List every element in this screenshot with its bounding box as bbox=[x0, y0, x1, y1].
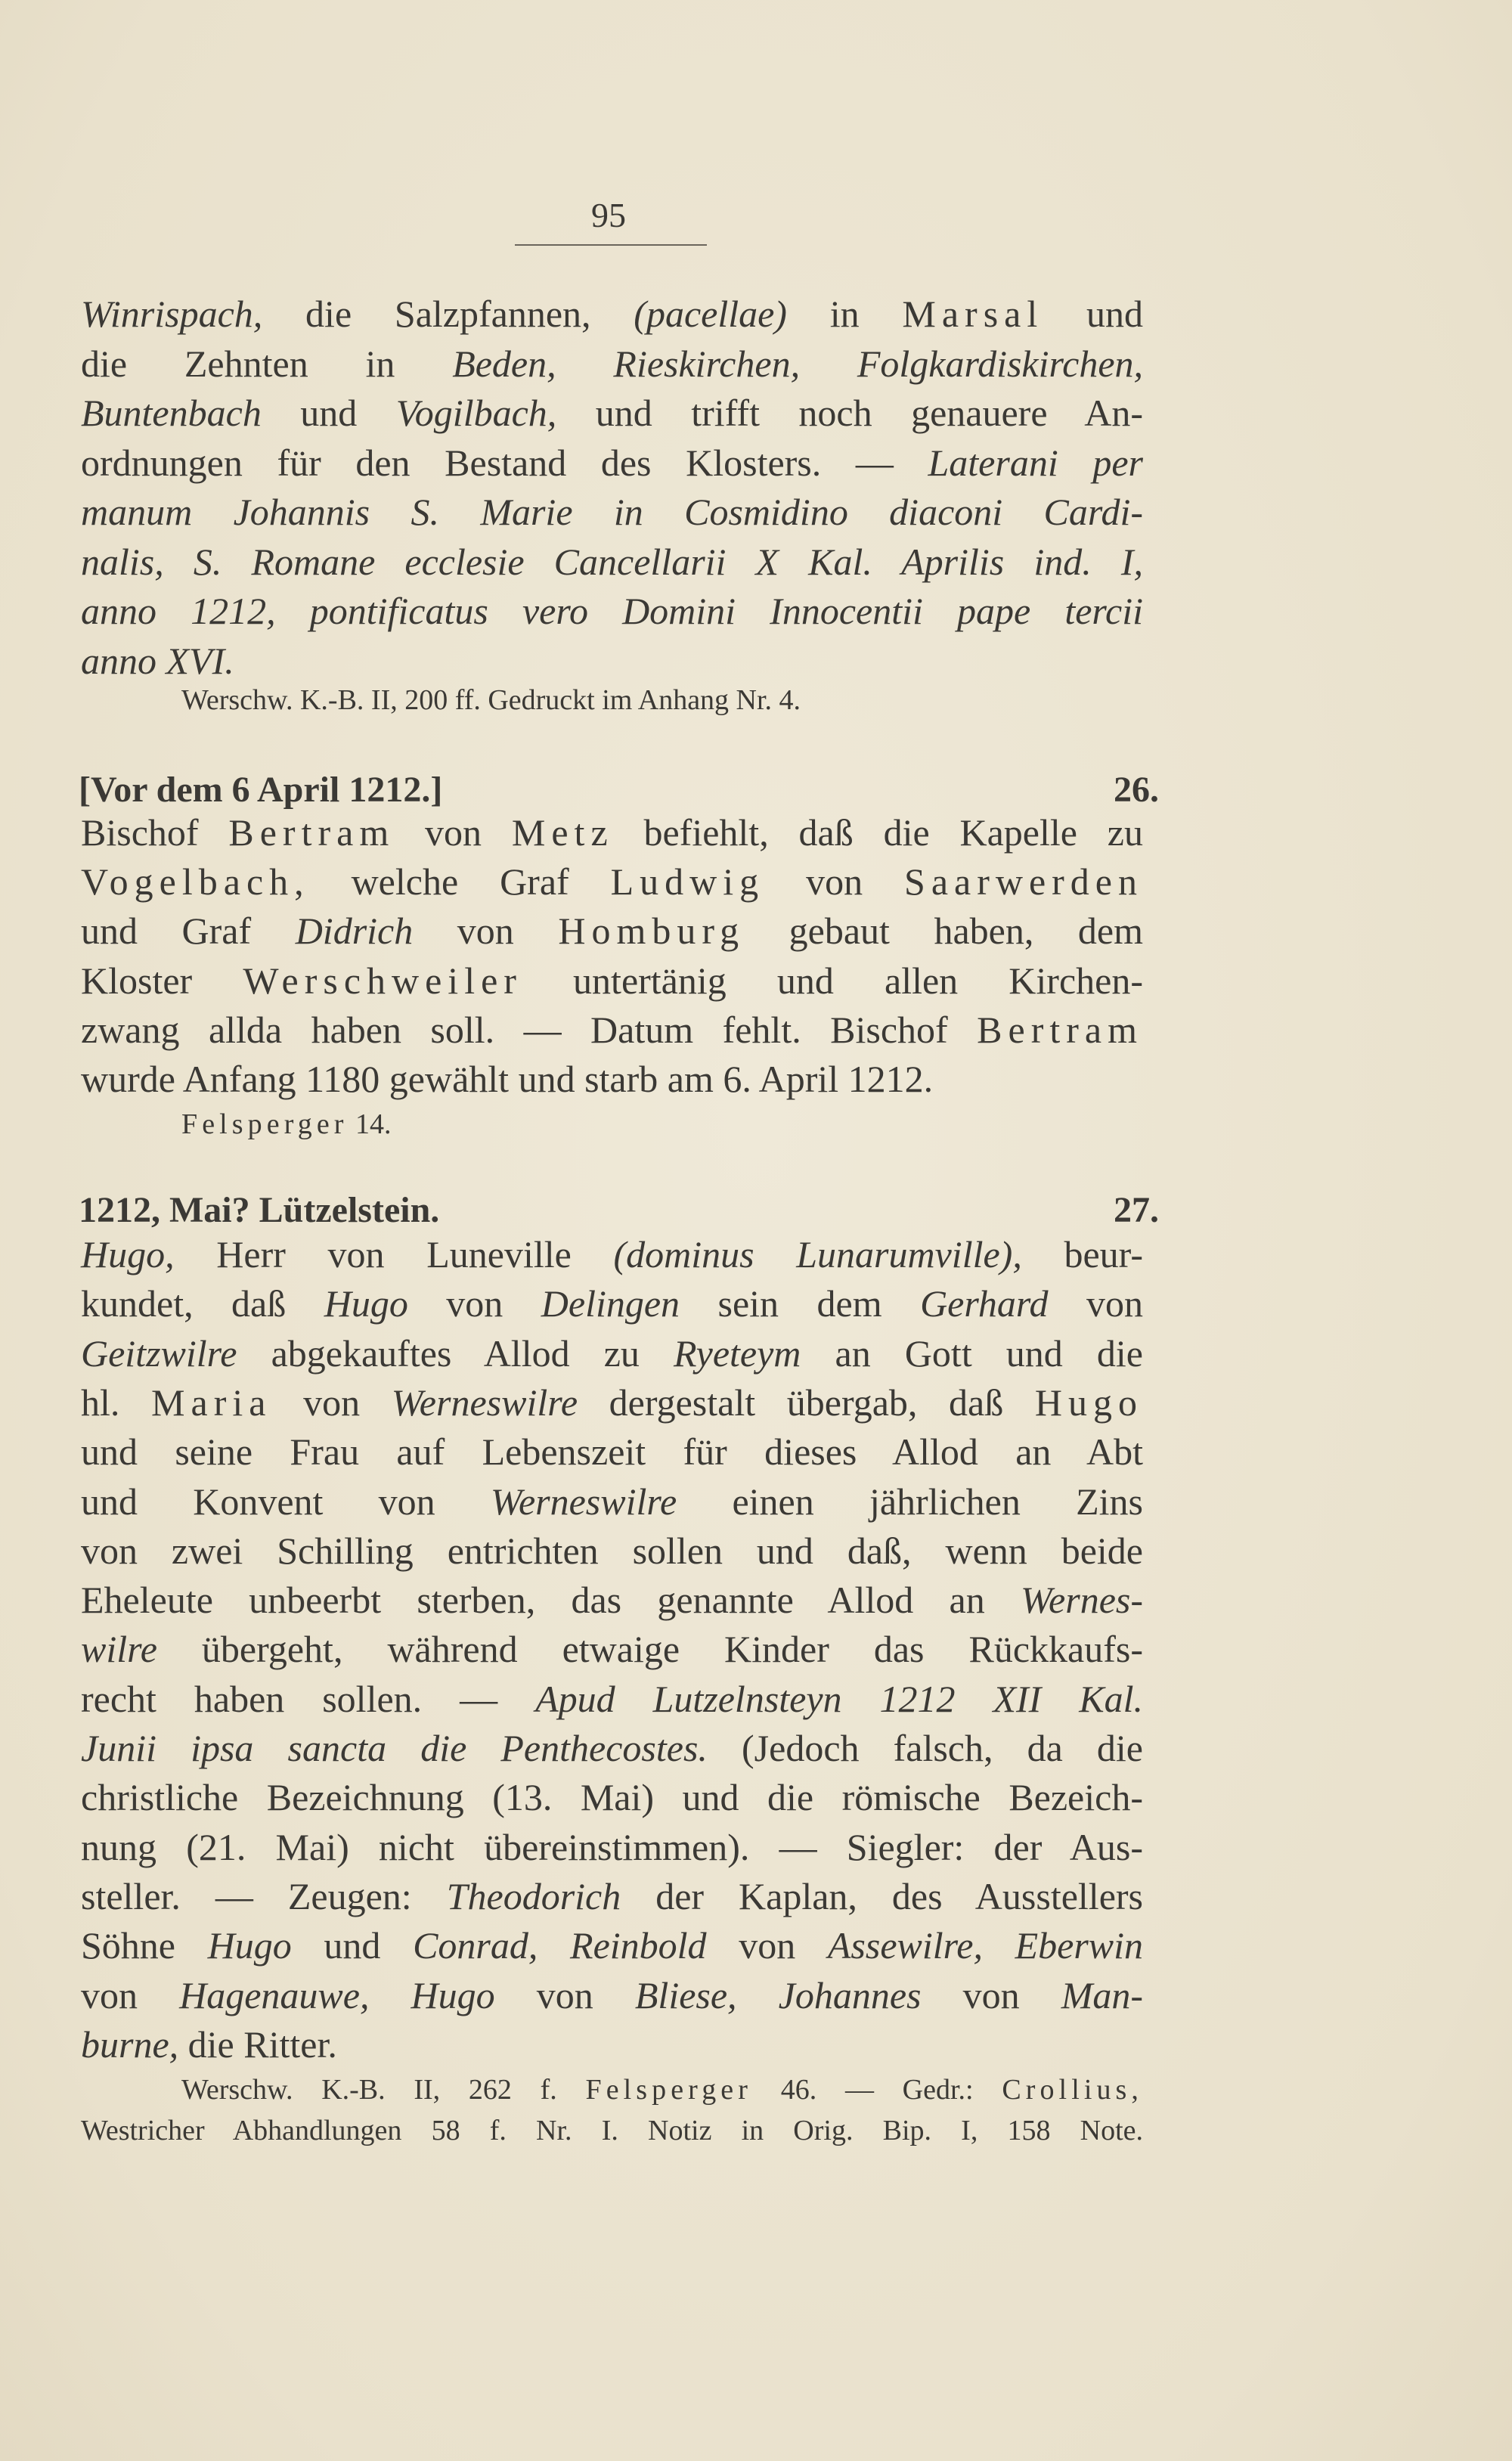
page-number-rule bbox=[515, 244, 707, 246]
italic-text: Hugo bbox=[207, 1924, 292, 1967]
text-run: der Kaplan, des Ausstellers bbox=[621, 1874, 1143, 1917]
entry-date-place: [Vor dem 6 April 1212.] bbox=[79, 770, 443, 810]
italic-text: Hugo bbox=[324, 1282, 408, 1325]
italic-text: Theodorich bbox=[446, 1874, 621, 1917]
text-line bbox=[81, 1924, 1143, 1967]
text-run: steller. — Zeugen: bbox=[81, 1874, 447, 1917]
italic-text: burne, bbox=[81, 2022, 179, 2066]
citation-line bbox=[181, 679, 1143, 721]
text-run: und Graf bbox=[81, 910, 296, 953]
text-line bbox=[81, 860, 1143, 903]
text-line bbox=[81, 1974, 1143, 2016]
italic-text: Hugo, bbox=[81, 1233, 175, 1275]
italic-text: Man- bbox=[1061, 1973, 1144, 2016]
italic-text: Bliese, Johannes bbox=[634, 1973, 922, 2016]
text-run: Herr von Luneville bbox=[174, 1233, 614, 1275]
text-line bbox=[81, 2023, 1143, 2066]
spaced-text: Felsperger bbox=[585, 2074, 752, 2106]
text-run: von bbox=[271, 1381, 392, 1424]
text-run: gebaut haben, dem bbox=[745, 910, 1144, 953]
italic-text: Hagenauwe, Hugo bbox=[179, 1973, 495, 2016]
citation-line bbox=[181, 2069, 1143, 2111]
text-line bbox=[81, 1480, 1143, 1523]
text-run: beur- bbox=[1021, 1233, 1143, 1275]
text-run: und bbox=[1043, 293, 1143, 335]
text-run: und trifft noch genauere An- bbox=[556, 392, 1144, 434]
spaced-text: Felsperger bbox=[181, 1108, 349, 1140]
text-run: ordnungen für den Bestand des Klosters. — bbox=[81, 441, 928, 484]
text-line bbox=[81, 1282, 1143, 1325]
text-line bbox=[81, 1579, 1143, 1621]
text-line bbox=[81, 1530, 1143, 1572]
text-line bbox=[81, 342, 1143, 385]
italic-text: Gerhard bbox=[920, 1282, 1049, 1325]
text-run: und Konvent von bbox=[81, 1480, 491, 1523]
italic-text: Conrad, Reinbold bbox=[413, 1924, 707, 1967]
entry-number: 26. bbox=[1114, 770, 1159, 810]
text-run: von bbox=[921, 1973, 1061, 2016]
text-run: an Gott und die bbox=[801, 1331, 1143, 1375]
italic-text: anno 1212, pontificatus vero Domini Innocentii pape tercii bbox=[81, 590, 1143, 632]
citation-line bbox=[181, 1103, 1143, 1145]
text-run: die Salzpfannen, bbox=[262, 293, 634, 335]
italic-text: Vogilbach, bbox=[395, 392, 557, 434]
text-run: von bbox=[413, 910, 559, 953]
spaced-text: Marsal bbox=[902, 293, 1044, 335]
spaced-text: Bertram bbox=[977, 1008, 1143, 1051]
entry-date-place: 1212, Mai? Lützelstein. bbox=[79, 1190, 440, 1230]
text-line bbox=[81, 1381, 1143, 1424]
italic-text: Didrich bbox=[295, 910, 414, 953]
italic-text: (dominus Lunarumville), bbox=[613, 1233, 1022, 1275]
text-run: von zwei Schilling entrichten sollen und daß, wenn beide bbox=[81, 1529, 1143, 1572]
text-run: abgekauftes Allod zu bbox=[237, 1331, 674, 1375]
text-run: Bischof bbox=[81, 811, 229, 854]
text-run: (Jedoch falsch, da die bbox=[707, 1727, 1143, 1769]
text-run: kundet, daß bbox=[81, 1282, 324, 1325]
text-run: wurde Anfang 1180 gewählt und starb am 6. April 1212. bbox=[81, 1058, 934, 1100]
text-run: von bbox=[764, 860, 905, 904]
italic-text: wilre bbox=[81, 1628, 157, 1671]
text-line bbox=[81, 590, 1143, 632]
text-run: und bbox=[291, 1924, 414, 1967]
text-run: von bbox=[407, 1282, 541, 1325]
text-run: dergestalt übergab, daß bbox=[578, 1381, 1035, 1424]
text-run: die Ritter. bbox=[178, 2022, 337, 2066]
text-run: befiehlt, daß die Kapelle zu bbox=[613, 811, 1143, 854]
spaced-text: Bertram bbox=[228, 811, 395, 854]
citation-line bbox=[81, 2109, 1143, 2152]
italic-text: manum Johannis S. Marie in Cosmidino diaconi Cardi- bbox=[81, 491, 1143, 533]
text-run: welche Graf bbox=[309, 860, 611, 904]
entry-header bbox=[79, 769, 1159, 811]
spaced-text: Metz bbox=[511, 811, 614, 854]
text-line bbox=[81, 1430, 1143, 1473]
spaced-text: Werschweiler bbox=[243, 959, 522, 1002]
text-line bbox=[81, 1678, 1143, 1720]
text-line bbox=[81, 442, 1143, 484]
text-line bbox=[81, 1776, 1143, 1818]
text-run: und seine Frau auf Lebenszeit für dieses Allod an Abt bbox=[81, 1430, 1143, 1474]
text-line bbox=[81, 910, 1143, 952]
page-number: 95 bbox=[591, 196, 626, 234]
italic-text: Wernes- bbox=[1020, 1579, 1143, 1622]
text-line bbox=[81, 640, 1143, 682]
italic-text: Ryeteym bbox=[674, 1331, 801, 1375]
text-run: in bbox=[786, 293, 903, 335]
text-run: und bbox=[261, 392, 396, 434]
text-run: Werschw. K.-B. II, 262 f. bbox=[181, 2074, 586, 2106]
italic-text: Apud Lutzelnsteyn 1212 XII Kal. bbox=[535, 1677, 1143, 1720]
text-line bbox=[81, 1233, 1143, 1275]
spaced-text: Saarwerden bbox=[904, 860, 1144, 904]
text-run: von bbox=[81, 1973, 180, 2016]
text-line bbox=[81, 959, 1143, 1002]
spaced-text: Hugo bbox=[1034, 1381, 1144, 1424]
italic-text: Winrispach, bbox=[81, 293, 263, 335]
text-run: von bbox=[1048, 1282, 1144, 1325]
text-run: von bbox=[706, 1924, 828, 1967]
text-line bbox=[81, 1332, 1143, 1375]
text-line bbox=[81, 1727, 1143, 1769]
text-line bbox=[81, 1628, 1143, 1670]
text-run: von bbox=[395, 811, 512, 854]
text-run: übergeht, während etwaige Kinder das Rückkaufs- bbox=[156, 1628, 1143, 1671]
italic-text: Delingen bbox=[541, 1282, 680, 1325]
text-run: einen jährlichen Zins bbox=[677, 1480, 1143, 1523]
spaced-text: Homburg bbox=[558, 910, 745, 953]
italic-text: Werneswilre bbox=[391, 1381, 578, 1424]
italic-text: Werneswilre bbox=[490, 1480, 677, 1523]
entry-header bbox=[79, 1189, 1159, 1232]
text-line bbox=[81, 1875, 1143, 1917]
text-run: hl. bbox=[81, 1381, 152, 1424]
italic-text: Geitzwilre bbox=[81, 1331, 237, 1375]
text-run: von bbox=[494, 1973, 635, 2016]
spaced-text: Vogelbach, bbox=[81, 860, 310, 904]
entry-number: 27. bbox=[1114, 1190, 1159, 1230]
text-run: die Zehnten in bbox=[81, 342, 453, 385]
text-run: Westricher Abhandlungen 58 f. Nr. I. Notiz in Orig. Bip. I, 158 Note. bbox=[81, 2115, 1143, 2146]
text-run: Eheleute unbeerbt sterben, das genannte Allod an bbox=[81, 1579, 1021, 1622]
text-run: 14. bbox=[348, 1108, 392, 1140]
spaced-text: Ludwig bbox=[610, 860, 765, 904]
spaced-text: Crollius, bbox=[1002, 2074, 1143, 2106]
italic-text: (pacellae) bbox=[634, 293, 787, 335]
text-run: Kloster bbox=[81, 959, 243, 1002]
italic-text: Junii ipsa sancta die Penthecostes. bbox=[81, 1727, 708, 1769]
text-line bbox=[81, 811, 1143, 854]
text-line bbox=[81, 1009, 1143, 1051]
italic-text: Laterani per bbox=[928, 441, 1143, 484]
text-run: christliche Bezeichnung (13. Mai) und die römische Bezeich- bbox=[81, 1776, 1143, 1819]
text-line bbox=[81, 392, 1143, 434]
text-run: nung (21. Mai) nicht übereinstimmen). — Siegler: der Aus- bbox=[81, 1825, 1143, 1868]
italic-text: Beden, Rieskirchen, Folgkardiskirchen, bbox=[452, 342, 1144, 385]
italic-text: nalis, S. Romane ecclesie Cancellarii X Kal. Aprilis ind. I, bbox=[81, 540, 1143, 583]
text-run: Werschw. K.-B. II, 200 ff. Gedruckt im Anhang Nr. 4. bbox=[181, 684, 801, 716]
text-run: sein dem bbox=[680, 1282, 921, 1325]
text-line bbox=[81, 491, 1143, 533]
text-line bbox=[81, 1058, 1143, 1100]
text-line bbox=[81, 541, 1143, 583]
text-run: 46. — Gedr.: bbox=[752, 2074, 1002, 2106]
text-line bbox=[81, 1826, 1143, 1868]
text-run: Söhne bbox=[81, 1924, 208, 1967]
text-run: recht haben sollen. — bbox=[81, 1677, 536, 1720]
italic-text: Buntenbach bbox=[81, 392, 262, 434]
italic-text: Assewilre, Eberwin bbox=[827, 1924, 1144, 1967]
text-run: untertänig und allen Kirchen- bbox=[522, 959, 1143, 1002]
text-line bbox=[81, 293, 1143, 335]
spaced-text: Maria bbox=[151, 1381, 272, 1424]
italic-text: anno XVI. bbox=[81, 639, 234, 682]
text-run: zwang allda haben soll. — Datum fehlt. Bischof bbox=[81, 1008, 978, 1051]
